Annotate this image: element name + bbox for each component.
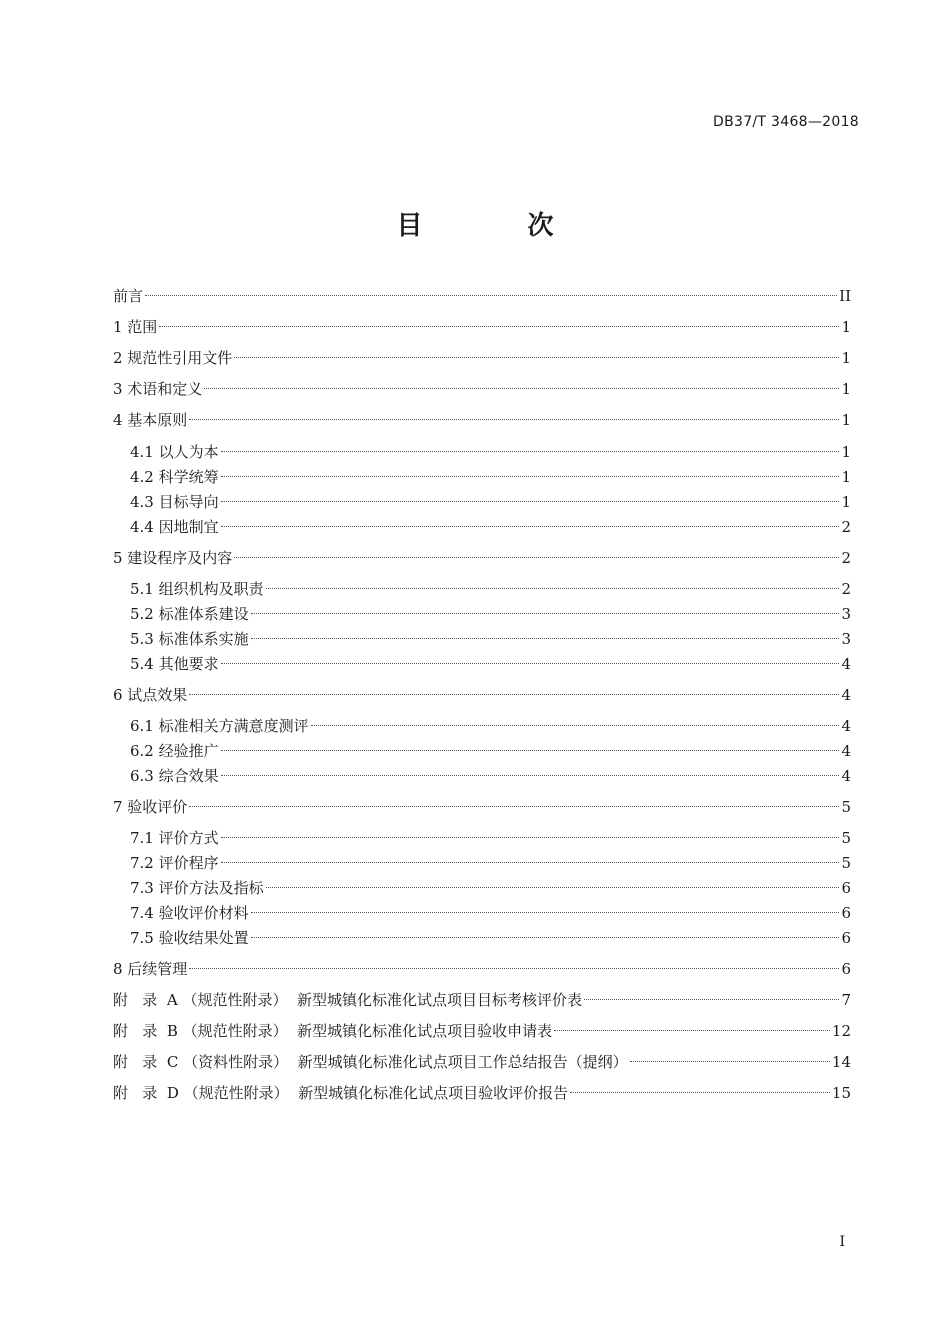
toc-subentry[interactable] [130,739,851,763]
document-code: DB37/T 3468—2018 [713,114,859,130]
toc-entry[interactable] [113,346,851,370]
toc-entry-page: 6 [841,929,851,947]
toc-leader-dots [251,638,840,639]
toc-leader-dots [221,775,840,776]
toc-entry-page: 2 [841,580,851,598]
toc-entry-page: 12 [831,1022,851,1040]
toc-entry-label: 6.3 综合效果 [130,767,219,785]
toc-leader-dots [311,725,840,726]
toc-leader-dots [234,357,839,358]
toc-leader-dots [234,557,839,558]
toc-subentry[interactable] [130,901,851,925]
toc-leader-dots [189,806,839,807]
toc-entry-page: 2 [841,549,851,567]
toc-leader-dots [251,912,840,913]
toc-leader-dots [266,588,840,589]
toc-entry[interactable] [113,377,851,401]
toc-entry[interactable] [113,683,851,707]
toc-leader-dots [221,526,840,527]
toc-subentry[interactable] [130,440,851,464]
toc-entry[interactable] [113,1019,851,1043]
toc-leader-dots [189,694,839,695]
toc-entry-label: 5.1 组织机构及职责 [130,580,264,598]
toc-entry-label: 7 验收评价 [113,798,188,816]
toc-leader-dots [189,968,839,969]
toc-entry-label: 4.1 以人为本 [130,443,219,461]
toc-leader-dots [251,613,840,614]
toc-leader-dots [630,1061,830,1062]
toc-leader-dots [570,1092,830,1093]
toc-subentry[interactable] [130,876,851,900]
toc-entry-label: 7.2 评价程序 [130,854,219,872]
toc-subentry[interactable] [130,652,851,676]
toc-entry[interactable] [113,284,851,308]
toc-entry-label: 8 后续管理 [113,960,188,978]
toc-entry-label: 6.1 标准相关方满意度测评 [130,717,309,735]
toc-entry-label: 3 术语和定义 [113,380,203,398]
toc-leader-dots [251,937,840,938]
toc-entry-page: 3 [841,605,851,623]
toc-leader-dots [221,663,840,664]
toc-entry-label: 7.5 验收结果处置 [130,929,249,947]
toc-entry-page: 1 [841,493,851,511]
toc-leader-dots [221,750,840,751]
toc-entry[interactable] [113,795,851,819]
toc-entry[interactable] [113,1050,851,1074]
toc-entry-page: 5 [841,798,851,816]
toc-leader-dots [554,1030,830,1031]
toc-entry[interactable] [113,315,851,339]
toc-entry-page: II [839,287,851,305]
toc-entry-label: 7.3 评价方法及指标 [130,879,264,897]
toc-entry-page: 4 [841,686,851,704]
toc-entry-page: 15 [831,1084,851,1102]
toc-entry-page: 1 [841,318,851,336]
toc-entry-label: 4.2 科学统筹 [130,468,219,486]
toc-subentry[interactable] [130,764,851,788]
toc-leader-dots [266,887,840,888]
page-number: I [839,1234,845,1250]
toc-entry-label: 4.4 因地制宜 [130,518,219,536]
toc-leader-dots [221,501,840,502]
toc-entry-page: 1 [841,468,851,486]
toc-entry[interactable] [113,957,851,981]
toc-leader-dots [145,295,837,296]
toc-subentry[interactable] [130,465,851,489]
toc-entry-page: 5 [841,854,851,872]
toc-entry-label: 4 基本原则 [113,411,188,429]
toc-entry-page: 1 [841,443,851,461]
toc-leader-dots [221,862,840,863]
toc-subentry[interactable] [130,515,851,539]
toc-entry-label: 7.4 验收评价材料 [130,904,249,922]
toc-entry-page: 5 [841,829,851,847]
toc-entry[interactable] [113,408,851,432]
toc-leader-dots [159,326,839,327]
toc-entry-label: 前言 [113,287,144,305]
toc-entry-label: 附 录 A （规范性附录） 新型城镇化标准化试点项目目标考核评价表 [113,991,582,1009]
toc-subentry[interactable] [130,851,851,875]
toc-entry-page: 2 [841,518,851,536]
toc-entry-label: 附 录 C （资料性附录） 新型城镇化标准化试点项目工作总结报告（提纲） [113,1053,628,1071]
toc-entry-label: 5.4 其他要求 [130,655,219,673]
toc-subentry[interactable] [130,714,851,738]
toc-leader-dots [221,476,840,477]
toc-entry-page: 6 [841,879,851,897]
toc-leader-dots [221,837,840,838]
toc-leader-dots [204,388,839,389]
toc-entry-page: 4 [841,742,851,760]
toc-subentry[interactable] [130,826,851,850]
toc-entry-label: 6.2 经验推广 [130,742,219,760]
toc-entry[interactable] [113,988,851,1012]
toc-title: 目 次 [396,211,602,241]
toc-entry-label: 5 建设程序及内容 [113,549,233,567]
toc-entry-page: 14 [831,1053,851,1071]
toc-subentry[interactable] [130,926,851,950]
toc-entry-label: 附 录 B （规范性附录） 新型城镇化标准化试点项目验收申请表 [113,1022,553,1040]
toc-entry-label: 4.3 目标导向 [130,493,219,511]
toc-entry-page: 4 [841,655,851,673]
toc-leader-dots [584,999,839,1000]
toc-entry-label: 1 范围 [113,318,158,336]
toc-entry-page: 1 [841,411,851,429]
toc-entry-page: 3 [841,630,851,648]
toc-entry-page: 6 [841,960,851,978]
toc-subentry[interactable] [130,602,851,626]
toc-entry[interactable] [113,1081,851,1105]
toc-entry-page: 7 [841,991,851,1009]
toc-entry-label: 5.3 标准体系实施 [130,630,249,648]
toc-entry-page: 1 [841,380,851,398]
toc-subentry[interactable] [130,627,851,651]
toc-leader-dots [189,419,839,420]
toc-entry-label: 7.1 评价方式 [130,829,219,847]
toc-entry-label: 附 录 D （规范性附录） 新型城镇化标准化试点项目验收评价报告 [113,1084,569,1102]
toc-entry-page: 6 [841,904,851,922]
toc-entry-label: 5.2 标准体系建设 [130,605,249,623]
toc-subentry[interactable] [130,490,851,514]
toc-entry-page: 4 [841,767,851,785]
toc-entry-page: 1 [841,349,851,367]
toc-leader-dots [221,451,840,452]
toc-entry-label: 6 试点效果 [113,686,188,704]
toc-entry-label: 2 规范性引用文件 [113,349,233,367]
toc-entry[interactable] [113,546,851,570]
toc-entry-page: 4 [841,717,851,735]
toc-subentry[interactable] [130,577,851,601]
